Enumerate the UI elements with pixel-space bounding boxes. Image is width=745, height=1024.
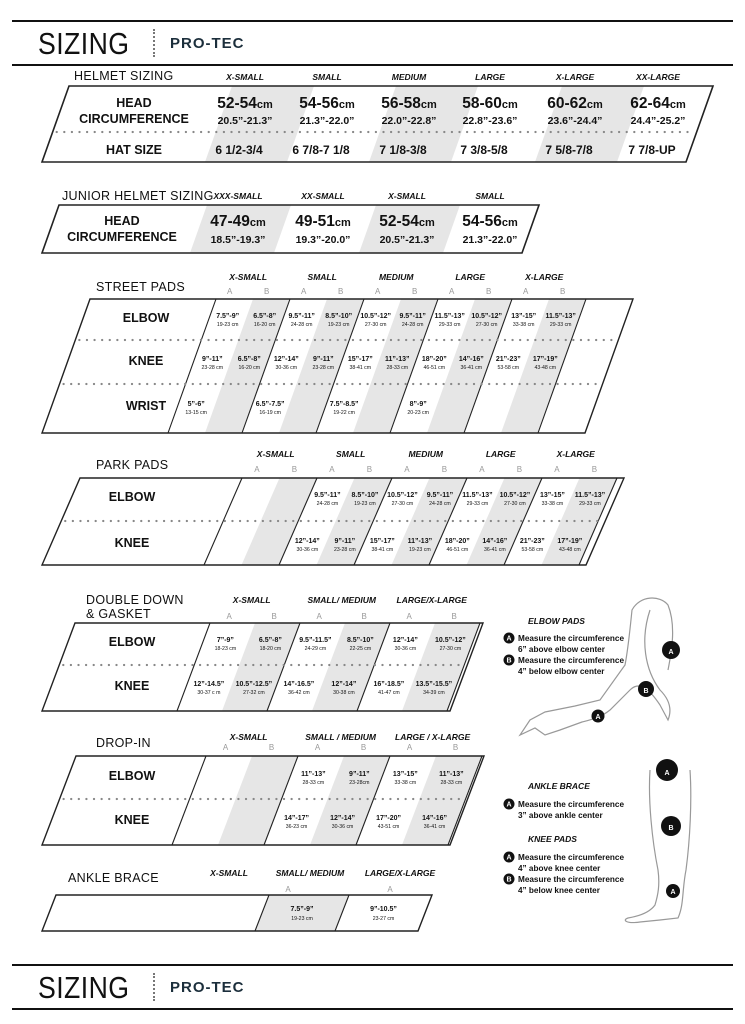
ankle-size-header: SMALL/ MEDIUM (275, 868, 345, 878)
junior-cm-value: 49-51cm (295, 213, 351, 230)
street-cell-cm: 27-30 cm (475, 322, 498, 328)
junior-cm-unit: cm (249, 217, 266, 229)
elbow-guide-line: 6” above elbow center (518, 645, 605, 654)
park-cell-cm: 24-28 cm (429, 501, 451, 507)
park-cell-cm: 27-30 cm (391, 501, 414, 507)
double_down-cell-cm: 27-32 cm (243, 690, 265, 696)
double_down-cell-inches: 16”-18.5” (373, 681, 405, 688)
drop_in-size-header: X-SMALL (229, 732, 268, 742)
double_down-cell-inches: 9.5”-11.5” (299, 637, 332, 644)
footer-brand-logo: PRO-TEC (170, 979, 245, 996)
street-cell-cm: 29-33 cm (549, 322, 572, 328)
ankle-a-letter: A (670, 889, 676, 896)
park-cell-cm: 33-38 cm (541, 501, 564, 507)
helmet-inch-value: 20.5”-21.3” (217, 115, 273, 127)
park-cell-cm: 19-23 cm (354, 501, 376, 507)
helmet-inch-value: 24.4”-25.2” (630, 115, 686, 127)
helmet-row-label-circ: CIRCUMFERENCE (79, 112, 189, 126)
double_down-cell-cm: 41-47 cm (378, 690, 400, 696)
street-col-a-label: A (449, 287, 455, 296)
street-cell-cm: 27-30 cm (364, 322, 387, 328)
drop_in-col-b-label: B (268, 743, 275, 752)
street-cell-cm: 24-28 cm (290, 322, 313, 328)
double_down-cell-inches: 14”-16.5” (283, 681, 315, 688)
elbow-a-letter: A (668, 649, 674, 656)
park-cell-inches: 11”-13” (407, 538, 433, 545)
street-section-title: STREET PADS (96, 280, 185, 294)
ankle-cell-cm: 19-23 cm (291, 916, 313, 922)
double_down-cell-inches: 12”-14” (392, 637, 418, 644)
street-cell-inches: 6.5”-8” (253, 313, 277, 320)
street-cell-inches: 12”-14” (273, 356, 299, 363)
street-cell-inches: 10.5”-12” (471, 313, 503, 320)
knee-guide-badge-letter: B (506, 876, 512, 884)
park-cell-inches: 18”-20” (444, 538, 470, 545)
street-cell-inches: 11”-13” (385, 356, 410, 363)
ankle-cell-inches: 7.5”-9” (290, 906, 314, 913)
double_down-cell-cm: 30-36 cm (394, 646, 417, 652)
double_down-section-title: & GASKET (86, 607, 151, 621)
double_down-cell-inches: 12”-14.5” (193, 681, 225, 688)
helmet-cm-value: 58-60cm (462, 95, 518, 112)
street-col-a-label: A (227, 287, 233, 296)
drop_in-col-b-label: B (452, 743, 459, 752)
leg-outline (625, 770, 690, 923)
junior-cm-value: 54-56cm (462, 213, 518, 230)
drop_in-cell-inches: 14”-17” (284, 815, 310, 822)
double_down-col-b-label: B (271, 612, 277, 621)
double_down-cell-inches: 6.5”-8” (258, 637, 282, 644)
street-cell-inches: 14”-16” (458, 356, 484, 363)
helmet-hat-value: 6 7/8-7 1/8 (292, 143, 350, 157)
knee-guide-badge-letter: A (506, 854, 512, 862)
helmet-cm-value: 60-62cm (547, 95, 603, 112)
junior-inch-value: 18.5”-19.3” (210, 234, 266, 246)
park-col-b-label: B (366, 465, 373, 474)
park-size-header: X-SMALL (256, 449, 295, 459)
drop_in-column-shade (310, 756, 390, 845)
street-size-header: X-SMALL (229, 272, 268, 282)
helmet-hat-value: 7 5/8-7/8 (545, 143, 593, 157)
park-cell-inches: 15”-17” (369, 538, 395, 545)
park-col-a-label: A (554, 465, 560, 474)
drop_in-cell-cm: 23-28cm (349, 780, 370, 786)
street-cell-cm: 24-28 cm (401, 322, 424, 328)
drop_in-cell-inches: 14”-16” (422, 815, 448, 822)
elbow-guide-title: ELBOW PADS (528, 616, 585, 626)
street-cell-cm: 36-41 cm (460, 365, 483, 371)
knee-b-letter: B (668, 825, 674, 832)
knee-guide-title: KNEE PADS (528, 834, 577, 844)
street-cell-cm: 43-48 cm (534, 365, 557, 371)
park-cell-inches: 9”-11” (334, 538, 356, 545)
footer-bottom-rule (12, 1008, 733, 1010)
drop_in-col-a-label: A (314, 743, 321, 752)
park-row-label: KNEE (114, 536, 150, 550)
double_down-cell-cm: 27-30 cm (439, 646, 462, 652)
double_down-cell-inches: 8.5”-10” (346, 637, 374, 644)
double_down-cell-cm: 30-38 cm (333, 690, 355, 696)
street-col-b-label: B (338, 287, 344, 296)
ankle-size-header: X-SMALL (210, 868, 248, 878)
drop_in-cell-inches: 13”-15” (392, 771, 418, 778)
helmet-cm-unit: cm (256, 99, 273, 111)
park-row-label: ELBOW (108, 490, 156, 504)
park-cell-inches: 11.5”-13” (574, 492, 606, 499)
park-cell-inches: 13”-15” (539, 492, 565, 499)
ankle-col-a-label: A (285, 885, 291, 894)
helmet-cm-value: 62-64cm (630, 95, 686, 112)
park-cell-cm: 30-36 cm (296, 547, 319, 553)
ankle-size-header: LARGE/X-LARGE (364, 868, 436, 878)
street-cell-cm: 16-20 cm (238, 365, 261, 371)
double_down-cell-inches: 13.5”-15.5” (415, 681, 453, 688)
street-cell-inches: 9.5”-11” (288, 313, 315, 320)
drop_in-cell-cm: 36-23 cm (285, 824, 308, 830)
street-col-b-label: B (486, 287, 492, 296)
knee-a-letter: A (664, 770, 670, 777)
ankle-guide-badge-letter: A (506, 801, 512, 809)
street-cell-inches: 13”-15” (511, 313, 537, 320)
helmet-cm-unit: cm (338, 99, 355, 111)
ankle-guide-line: 3” above ankle center (518, 811, 603, 820)
street-cell-inches: 11.5”-13” (434, 313, 465, 320)
ankle-cell-cm: 23-27 cm (372, 916, 395, 922)
street-cell-inches: 9.5”-11” (399, 313, 426, 320)
park-cell-cm: 38-41 cm (371, 547, 394, 553)
street-cell-inches: 17”-19” (532, 356, 558, 363)
street-cell-cm: 13-15 cm (185, 410, 207, 416)
street-size-header: SMALL (307, 272, 337, 282)
ankle-cell-inches: 9”-10.5” (370, 906, 397, 913)
junior-size-header: X-SMALL (388, 191, 426, 201)
street-col-a-label: A (375, 287, 381, 296)
drop_in-cell-cm: 28-33 cm (302, 780, 325, 786)
helmet-cm-unit: cm (669, 99, 686, 111)
helmet-row-label-hat: HAT SIZE (105, 143, 163, 157)
helmet-inch-value: 22.0”-22.8” (381, 115, 437, 127)
street-col-a-label: A (523, 287, 529, 296)
footer-title: SIZING (38, 970, 130, 1005)
street-cell-inches: 7.5”-8.5” (329, 401, 359, 408)
park-cell-cm: 53-58 cm (521, 547, 544, 553)
street-cell-cm: 19-23 cm (216, 322, 239, 328)
elbow-b-letter: B (643, 688, 649, 695)
street-cell-cm: 29-33 cm (438, 322, 461, 328)
street-col-b-label: B (560, 287, 566, 296)
helmet-size-header: LARGE (475, 72, 505, 82)
double_down-cell-inches: 7”-9” (216, 637, 234, 644)
drop_in-column-rule (172, 756, 206, 845)
park-col-a-label: A (479, 465, 485, 474)
drop_in-cell-cm: 33-38 cm (394, 780, 417, 786)
park-cell-cm: 36-41 cm (484, 547, 506, 553)
park-cell-cm: 24-28 cm (316, 501, 339, 507)
double_down-column-rule (177, 623, 210, 711)
junior-cm-unit: cm (418, 217, 435, 229)
ankle-col-a-label: A (387, 885, 393, 894)
street-cell-inches: 9”-11” (201, 356, 223, 363)
helmet-cm-value: 54-56cm (299, 95, 355, 112)
junior-cm-unit: cm (334, 217, 351, 229)
helmet-inch-value: 21.3”-22.0” (299, 115, 355, 127)
helmet-size-header: X-LARGE (555, 72, 595, 82)
street-cell-cm: 38-41 cm (349, 365, 372, 371)
street-row-label: WRIST (125, 399, 167, 413)
drop_in-col-a-label: A (406, 743, 413, 752)
knee-guide-line: Measure the circumference (518, 853, 625, 862)
double_down-row-label: ELBOW (108, 635, 156, 649)
street-col-b-label: B (412, 287, 418, 296)
helmet-inch-value: 23.6”-24.4” (547, 115, 603, 127)
street-cell-inches: 18”-20” (421, 356, 447, 363)
street-size-header: X-LARGE (525, 272, 564, 282)
park-cell-cm: 23-28 cm (334, 547, 356, 553)
helmet-hat-value: 7 1/8-3/8 (379, 143, 427, 157)
junior-size-header: XXX-SMALL (213, 191, 263, 201)
street-col-b-label: B (264, 287, 270, 296)
park-cell-inches: 14”-16” (482, 538, 508, 545)
drop_in-size-header: SMALL / MEDIUM (305, 732, 376, 742)
park-cell-inches: 17”-19” (557, 538, 583, 545)
street-cell-cm: 19-23 cm (327, 322, 350, 328)
junior-cm-unit: cm (501, 217, 518, 229)
park-col-a-label: A (329, 465, 335, 474)
helmet-section-title: HELMET SIZING (74, 69, 174, 83)
drop_in-column-shade (402, 756, 482, 845)
double_down-size-header: SMALL/ MEDIUM (307, 595, 376, 605)
street-cell-cm: 16-20 cm (253, 322, 276, 328)
footer (0, 964, 745, 1010)
double_down-size-header: X-SMALL (232, 595, 271, 605)
helmet-size-header: SMALL (312, 72, 342, 82)
park-size-header: SMALL (336, 449, 366, 459)
junior-size-header: XX-SMALL (301, 191, 345, 201)
junior-cm-value: 47-49cm (210, 213, 266, 230)
drop_in-section-title: DROP-IN (96, 736, 151, 750)
ankle-guide-line: Measure the circumference (518, 800, 625, 809)
park-cell-inches: 10.5”-12” (387, 492, 418, 499)
drop_in-cell-cm: 30-36 cm (331, 824, 354, 830)
street-cell-cm: 53-58 cm (497, 365, 520, 371)
street-cell-inches: 5”-6” (187, 401, 205, 408)
street-cell-cm: 30-36 cm (275, 365, 298, 371)
drop_in-cell-cm: 43-51 cm (377, 824, 400, 830)
elbow-guide-line: Measure the circumference (518, 656, 625, 665)
double_down-col-b-label: B (451, 612, 457, 621)
junior-row-label-circ: CIRCUMFERENCE (67, 230, 177, 244)
double_down-size-header: LARGE/X-LARGE (396, 595, 467, 605)
double_down-section-title: DOUBLE DOWN (86, 593, 184, 607)
leg-illustration (625, 759, 690, 923)
double_down-cell-cm: 30-37 c m (197, 690, 221, 696)
junior-cm-value: 52-54cm (379, 213, 435, 230)
knee-guide-line: 4” above knee center (518, 864, 601, 873)
park-cell-cm: 29-33 cm (466, 501, 489, 507)
street-cell-inches: 6.5”-7.5” (255, 401, 285, 408)
elbow-guide-badge-letter: B (506, 657, 512, 665)
park-cell-cm: 46-51 cm (446, 547, 469, 553)
junior-row-label-head: HEAD (104, 214, 140, 228)
park-col-b-label: B (441, 465, 448, 474)
street-cell-cm: 16-19 cm (259, 410, 281, 416)
park-cell-inches: 21”-23” (519, 538, 545, 545)
drop_in-cell-inches: 17”-20” (376, 815, 402, 822)
street-cell-cm: 28-33 cm (386, 365, 409, 371)
street-cell-inches: 6.5”-8” (237, 356, 261, 363)
helmet-inch-value: 22.8”-23.6” (462, 115, 518, 127)
street-cell-cm: 23-28 cm (312, 365, 335, 371)
double_down-cell-cm: 18-20 cm (259, 646, 282, 652)
park-cell-inches: 8.5”-10” (351, 492, 379, 499)
elbow-guide-line: Measure the circumference (518, 634, 625, 643)
street-cell-cm: 19-22 cm (333, 410, 355, 416)
helmet-row-label-head: HEAD (116, 96, 152, 110)
ankle-section-title: ANKLE BRACE (68, 871, 159, 885)
helmet-hat-value: 6 1/2-3/4 (215, 143, 263, 157)
helmet-cm-value: 52-54cm (217, 95, 273, 112)
junior-size-header: SMALL (475, 191, 505, 201)
park-cell-cm: 29-33 cm (579, 501, 601, 507)
drop_in-row-label: ELBOW (108, 769, 156, 783)
street-size-header: MEDIUM (378, 272, 414, 282)
double_down-col-a-label: A (316, 612, 322, 621)
drop_in-cell-inches: 11”-13” (439, 771, 464, 778)
street-cell-inches: 8”-9” (409, 401, 427, 408)
double_down-cell-cm: 22-25 cm (349, 646, 372, 652)
helmet-cm-unit: cm (420, 99, 437, 111)
drop_in-col-b-label: B (360, 743, 367, 752)
park-size-header: LARGE (485, 449, 516, 459)
park-cell-inches: 9.5”-11” (426, 492, 454, 499)
park-col-b-label: B (291, 465, 298, 474)
junior-inch-value: 19.3”-20.0” (295, 234, 351, 246)
park-cell-cm: 27-30 cm (504, 501, 526, 507)
park-cell-inches: 9.5”-11” (314, 492, 341, 499)
double_down-col-b-label: B (361, 612, 367, 621)
knee-guide-line: Measure the circumference (518, 875, 625, 884)
street-size-header: LARGE (455, 272, 486, 282)
park-col-b-label: B (516, 465, 523, 474)
park-cell-cm: 43-48 cm (559, 547, 581, 553)
street-row-label: ELBOW (122, 311, 170, 325)
park-cell-inches: 12”-14” (294, 538, 320, 545)
street-cell-cm: 46-51 cm (423, 365, 446, 371)
street-col-a-label: A (301, 287, 307, 296)
knee-guide-line: 4” below knee center (518, 886, 600, 895)
footer-divider (153, 973, 155, 1001)
street-cell-inches: 9”-11” (312, 356, 334, 363)
ankle-column-shade (255, 895, 349, 931)
elbow-guide-badge-letter: A (506, 635, 512, 643)
street-cell-inches: 15”-17” (347, 356, 373, 363)
street-cell-inches: 8.5”-10” (325, 313, 353, 320)
park-size-header: X-LARGE (556, 449, 595, 459)
double_down-col-a-label: A (406, 612, 412, 621)
park-cell-cm: 19-23 cm (409, 547, 431, 553)
park-col-a-label: A (404, 465, 410, 474)
double_down-cell-cm: 36-42 cm (288, 690, 310, 696)
junior-section-title: JUNIOR HELMET SIZING (62, 189, 214, 203)
drop_in-cell-inches: 9”-11” (349, 771, 370, 778)
double_down-cell-cm: 18-23 cm (214, 646, 237, 652)
helmet-cm-value: 56-58cm (381, 95, 437, 112)
street-cell-cm: 23-28 cm (201, 365, 224, 371)
park-col-b-label: B (591, 465, 598, 474)
double_down-cell-inches: 10.5”-12.5” (235, 681, 273, 688)
park-col-a-label: A (254, 465, 260, 474)
street-cell-cm: 20-23 cm (407, 410, 429, 416)
drop_in-row-label: KNEE (114, 813, 150, 827)
drop_in-cell-cm: 36-41 cm (423, 824, 446, 830)
park-section-title: PARK PADS (96, 458, 169, 472)
street-cell-inches: 21”-23” (495, 356, 521, 363)
footer-top-rule (12, 964, 733, 966)
street-cell-inches: 10.5”-12” (360, 313, 392, 320)
drop_in-size-header: LARGE / X-LARGE (395, 732, 471, 742)
drop_in-cell-cm: 28-33 cm (440, 780, 463, 786)
park-size-header: MEDIUM (408, 449, 443, 459)
helmet-size-header: XX-LARGE (636, 72, 680, 82)
helmet-cm-unit: cm (586, 99, 603, 111)
street-cell-inches: 7.5”-9” (216, 313, 240, 320)
helmet-hat-value: 7 3/8-5/8 (460, 143, 508, 157)
double_down-col-a-label: A (226, 612, 232, 621)
park-cell-inches: 11.5”-13” (462, 492, 493, 499)
helmet-size-header: X-SMALL (226, 72, 264, 82)
helmet-cm-unit: cm (501, 99, 518, 111)
double_down-cell-cm: 34-39 cm (423, 690, 445, 696)
ankle-guide-title: ANKLE BRACE (528, 781, 590, 791)
drop_in-column-shade (218, 756, 298, 845)
wrist-letter: A (595, 714, 601, 721)
street-row-label: KNEE (128, 354, 164, 368)
drop_in-col-a-label: A (222, 743, 229, 752)
drop_in-cell-inches: 12”-14” (330, 815, 356, 822)
ankle-table-frame (42, 895, 432, 931)
junior-inch-value: 21.3”-22.0” (462, 234, 518, 246)
header-brand-logo: PRO-TEC (170, 35, 245, 52)
park-cell-inches: 10.5”-12” (499, 492, 531, 499)
helmet-hat-value: 7 7/8-UP (628, 143, 676, 157)
street-cell-cm: 33-38 cm (512, 322, 535, 328)
helmet-size-header: MEDIUM (391, 72, 427, 82)
drop_in-cell-inches: 11”-13” (301, 771, 326, 778)
double_down-cell-inches: 12”-14” (331, 681, 357, 688)
header-title: SIZING (38, 26, 130, 61)
double_down-row-label: KNEE (114, 679, 150, 693)
elbow-guide-line: 4” below elbow center (518, 667, 605, 676)
double_down-cell-cm: 24-29 cm (304, 646, 327, 652)
junior-inch-value: 20.5”-21.3” (379, 234, 435, 246)
double_down-cell-inches: 10.5”-12” (435, 637, 466, 644)
street-cell-inches: 11.5”-13” (545, 313, 576, 320)
